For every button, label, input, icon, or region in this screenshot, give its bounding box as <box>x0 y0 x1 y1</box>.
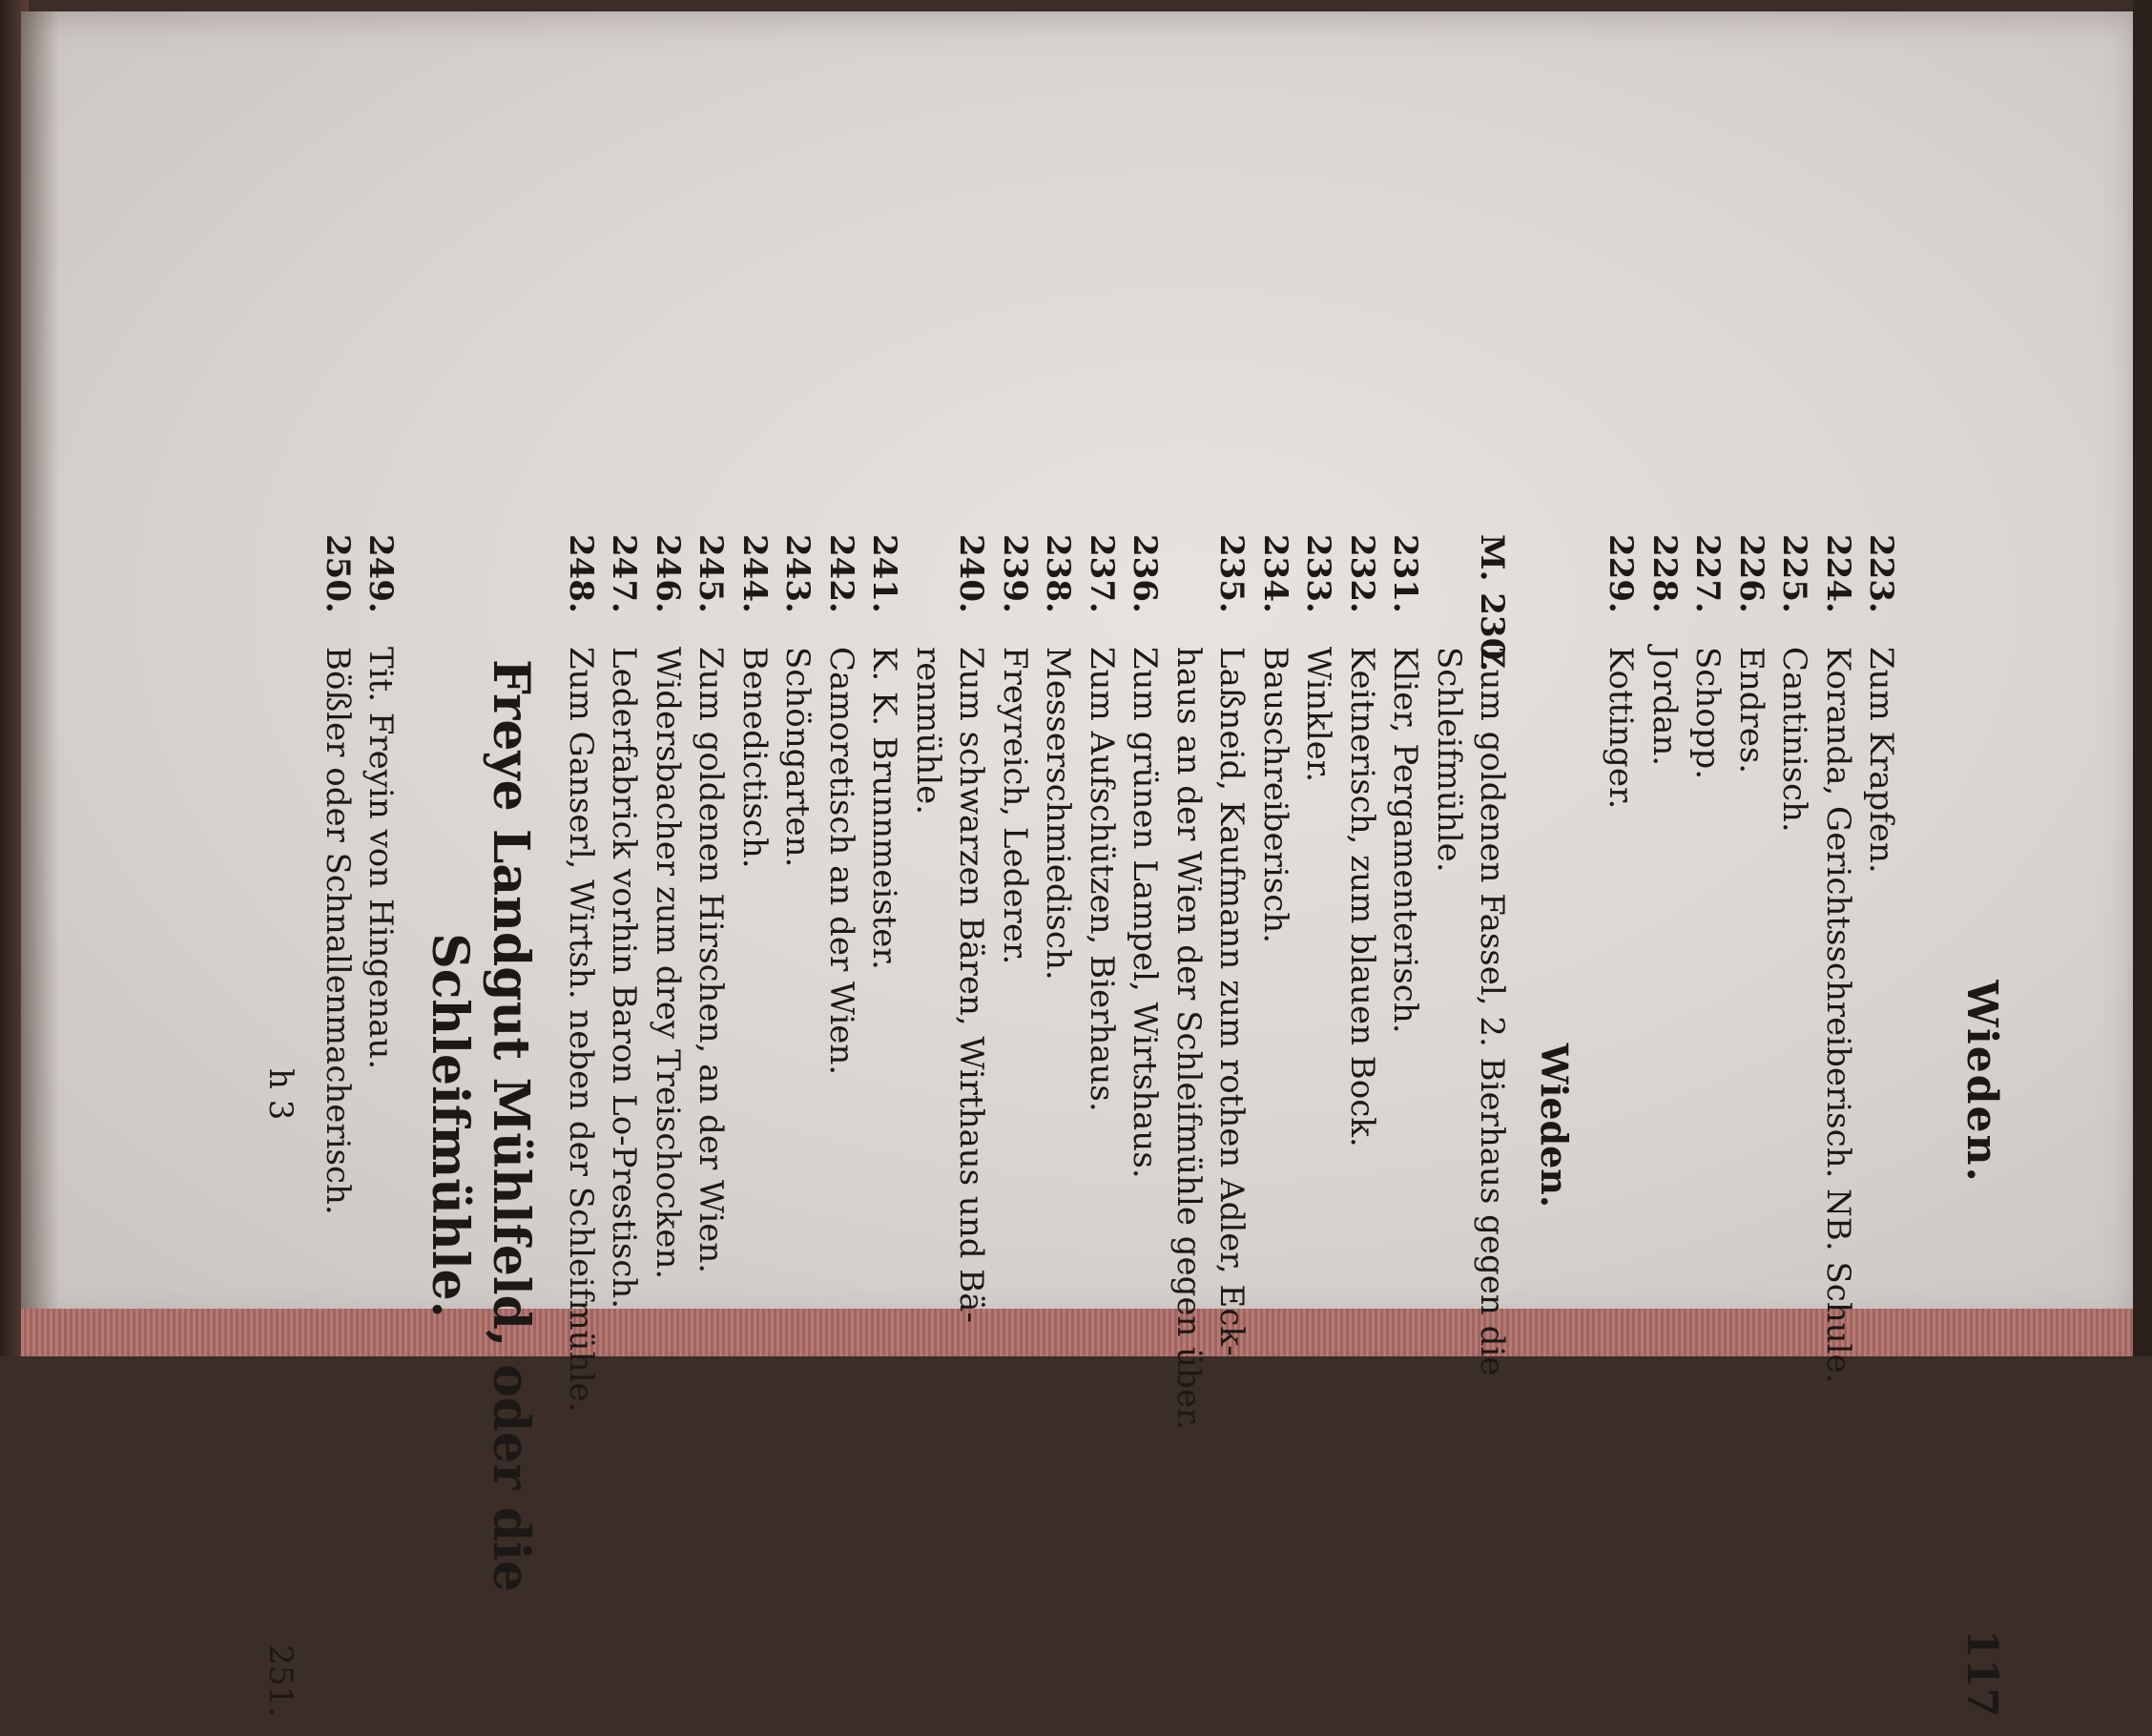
list-item: 235. Laßneid, Kaufmann zum rothen Adler, Eck- <box>1212 534 1252 1356</box>
list-item: 225. Cantinisch. <box>1775 534 1814 833</box>
list-item: 248. Zum Ganserl, Wirtsh. neben der Schleifmühle. <box>562 534 600 1413</box>
list-item: 250. Bößler oder Schnallenmacherisch. <box>319 534 357 1215</box>
list-item: 236. Zum grünen Lampel, Wirtshaus. <box>1126 534 1165 1179</box>
list-item: 246. Widersbacher zum drey Treischocken. <box>649 534 687 1280</box>
list-item: 226. Endres. <box>1732 534 1770 775</box>
list-item: 233. Winkler. <box>1299 534 1338 783</box>
list-item: 232. Keitnerisch, zum blauen Bock. <box>1343 534 1381 1147</box>
list-item: 239. Freyreich, Lederer. <box>996 534 1034 965</box>
rotated-text-block <box>261 515 2006 1736</box>
running-head <box>1957 534 2006 1717</box>
list-item: 245. Zum goldenen Hirschen, an der Wien. <box>692 534 731 1274</box>
book-cover-right <box>2133 0 2152 1356</box>
section-heading-line2: Schleifmühle. <box>421 933 480 1318</box>
list-item: M. 230. Zum goldenen Fassel, 2. Bierhaus gegen die <box>1473 534 1512 1376</box>
list-item: 247. Lederfabrick vorhin Baron Lo-Prestisch. <box>605 534 644 1310</box>
signature-mark: h 3 <box>261 1068 300 1121</box>
list-item: 229. Kottinger. <box>1602 534 1641 810</box>
page-footer <box>259 534 302 1717</box>
list-item: 231. Klier, Pergamenterisch. <box>1386 534 1425 1034</box>
first-block <box>1599 534 1903 1717</box>
list-item: 244. Benedictisch. <box>735 534 774 869</box>
list-item: 228. Jordan. <box>1645 534 1684 767</box>
list-item: 243. Schöngarten. <box>778 534 817 868</box>
catchword: 251. <box>261 1644 300 1717</box>
list-item: 240. Zum schwarzen Bären, Wirthaus und Bä- <box>952 534 991 1324</box>
section-heading-line1: Freye Landgut Mühlfeld, oder die <box>482 658 541 1593</box>
list-item: 223. Zum Krapfen. <box>1862 534 1901 874</box>
section-heading <box>420 534 542 1717</box>
list-item: 237. Zum Aufschützen, Bierhaus. <box>1083 534 1121 1112</box>
page-gutter-shadow <box>21 11 59 1328</box>
section-title: Wieden. <box>1533 1043 1576 1209</box>
list-item: 241. K. K. Brunnmeister. <box>865 534 904 970</box>
list-item: 224. Koranda, Gerichtsschreiberisch. NB. Schule. <box>1819 534 1857 1384</box>
list-item-continuation: Schleifmühle. <box>1430 647 1468 873</box>
list-item: 249. Tit. Freyin von Hingenau. <box>362 534 401 1070</box>
list-item-continuation: haus an der Wien der Schleifmühle gegen über. <box>1169 647 1208 1431</box>
second-block <box>559 534 1427 1717</box>
list-item: 234. Bauschreiberisch. <box>1256 534 1294 943</box>
page-title: Wieden. <box>1957 980 2006 1184</box>
page-number: 117 <box>1957 1629 2006 1717</box>
list-item-continuation: renmühle. <box>909 647 947 816</box>
list-item: 242. Camoretisch an der Wien. <box>822 534 860 1076</box>
list-item: 238. Messerschmiedisch. <box>1039 534 1078 981</box>
third-block <box>316 534 403 1717</box>
list-item: 227. Schopp. <box>1688 534 1728 780</box>
